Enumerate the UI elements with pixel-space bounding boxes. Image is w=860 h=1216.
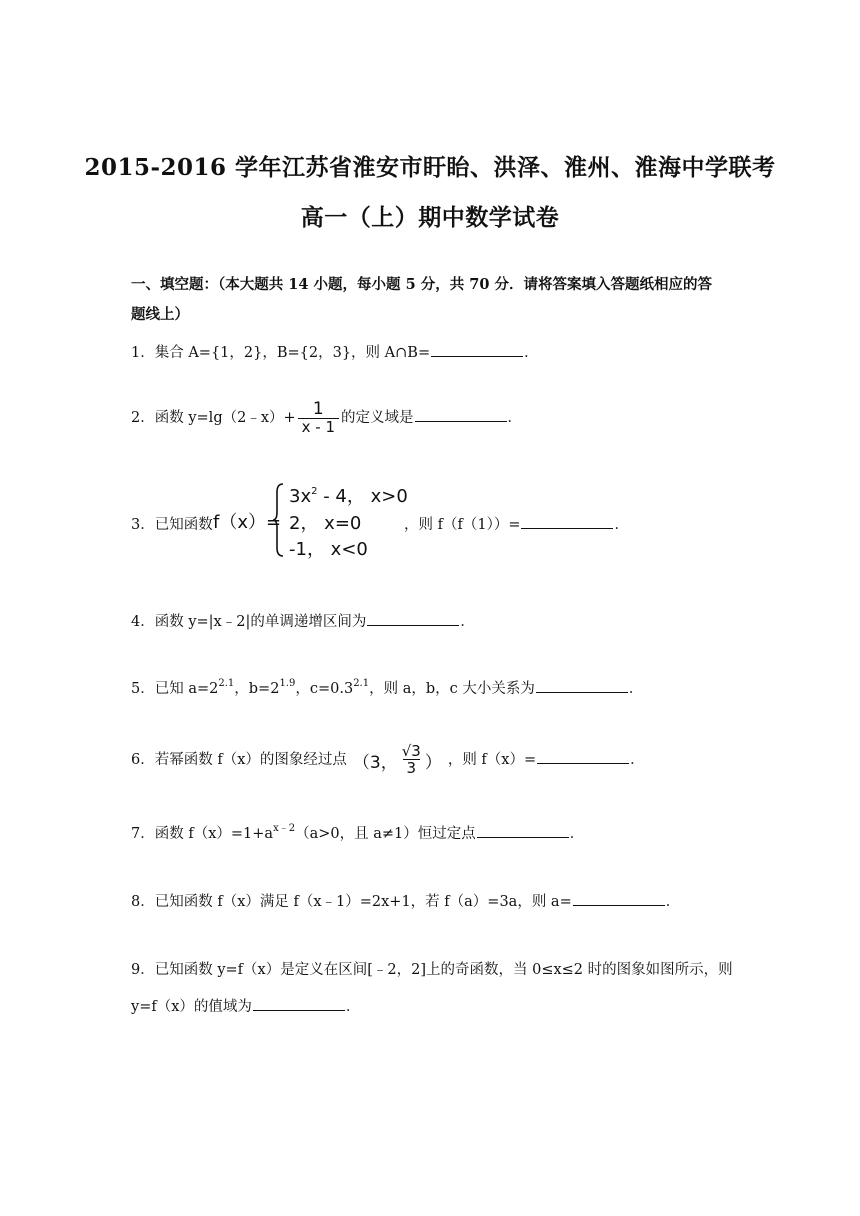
- question-4: [131, 610, 475, 631]
- question-7: 7．函数 $f(x)=1+a^{x﹣2}(a>0$，且 a≠1）恒过定点 ．: [131, 823, 585, 842]
- question-8: [131, 890, 680, 911]
- fraction-denominator: x - 1: [298, 418, 339, 435]
- piecewise-function-image: [213, 478, 408, 562]
- q6-end: ．: [630, 752, 645, 768]
- q9-line2: y=f（x）的值域为: [131, 999, 252, 1015]
- answer-blank[interactable]: [536, 678, 628, 693]
- q2-pre: 2．函数 y=lg（2﹣x）+: [131, 410, 296, 426]
- piecewise-case-2: 2， x=0: [289, 513, 362, 534]
- piecewise-case-3: -1， x<0: [289, 539, 368, 560]
- q4-text: 4．函数 y=|x﹣2|的单调递增区间为: [131, 614, 367, 630]
- answer-blank[interactable]: [537, 749, 629, 764]
- fraction-image: [298, 401, 339, 435]
- question-9-line2: [131, 995, 360, 1016]
- answer-blank[interactable]: [521, 514, 613, 529]
- q8-text: 8．已知函数 f（x）满足 f（x﹣1）=2x+1，若 f（a）=3a，则 a=: [131, 894, 572, 910]
- answer-blank[interactable]: [573, 891, 665, 906]
- piecewise-case-1: $3x^2 - 4$， x>0: [289, 486, 408, 507]
- q1-end: ．: [524, 345, 539, 361]
- q2-post: 的定义域是: [341, 410, 414, 426]
- q6-post: ，则 f（x）=: [447, 752, 537, 768]
- section-heading: 一、填空题：（本大题共 14 小题，每小题 5 分，共 70 分．请将答案填入答题纸相应的答: [131, 276, 712, 293]
- answer-blank[interactable]: [367, 611, 459, 626]
- q2-end: ．: [507, 410, 523, 426]
- fraction-numerator: 1: [312, 399, 324, 419]
- exam-title-line1: 2015-2016 学年江苏省淮安市盱眙、洪泽、淮州、淮海中学联考: [84, 154, 776, 181]
- question-5: 5．已知 $a=2^{2.1}$，$b=2^{1.9}$，$c=0.3^{2.1}$，则 a，b，c 大小关系为 ．: [131, 678, 644, 697]
- section-heading-cont: 题线上）: [131, 306, 189, 323]
- q4-end: ．: [460, 614, 475, 630]
- exam-title-line2: 高一（上）期中数学试卷: [300, 204, 560, 231]
- question-3-post: [404, 513, 629, 534]
- question-1: [131, 341, 539, 362]
- q3-post: ，则 f（f（1））=: [404, 517, 521, 533]
- question-2: [131, 401, 522, 435]
- answer-blank[interactable]: [253, 996, 345, 1011]
- answer-blank[interactable]: [477, 823, 569, 838]
- question-6: [131, 744, 645, 776]
- point-image: （3， $\frac{√3}{3}$ ）: [352, 742, 442, 777]
- left-brace-icon: [273, 482, 285, 558]
- question-3-pre: 3．已知函数: [131, 517, 213, 533]
- piecewise-fx: f（x）=: [213, 512, 282, 533]
- q1-text: 1．集合 A={1，2}，B={2，3}，则 A∩B=: [131, 345, 431, 361]
- answer-blank[interactable]: [431, 342, 523, 357]
- q9-end: ．: [345, 999, 361, 1015]
- q3-end: ．: [614, 517, 629, 533]
- q8-end: ．: [665, 894, 681, 910]
- answer-blank[interactable]: [415, 407, 507, 422]
- question-9-line1: 9．已知函数 y=f（x）是定义在区间[﹣2，2]上的奇函数，当 0≤x≤2 时的图象如图所示，则: [131, 962, 733, 978]
- q6-pre: 6．若幂函数 f（x）的图象经过点: [131, 752, 347, 768]
